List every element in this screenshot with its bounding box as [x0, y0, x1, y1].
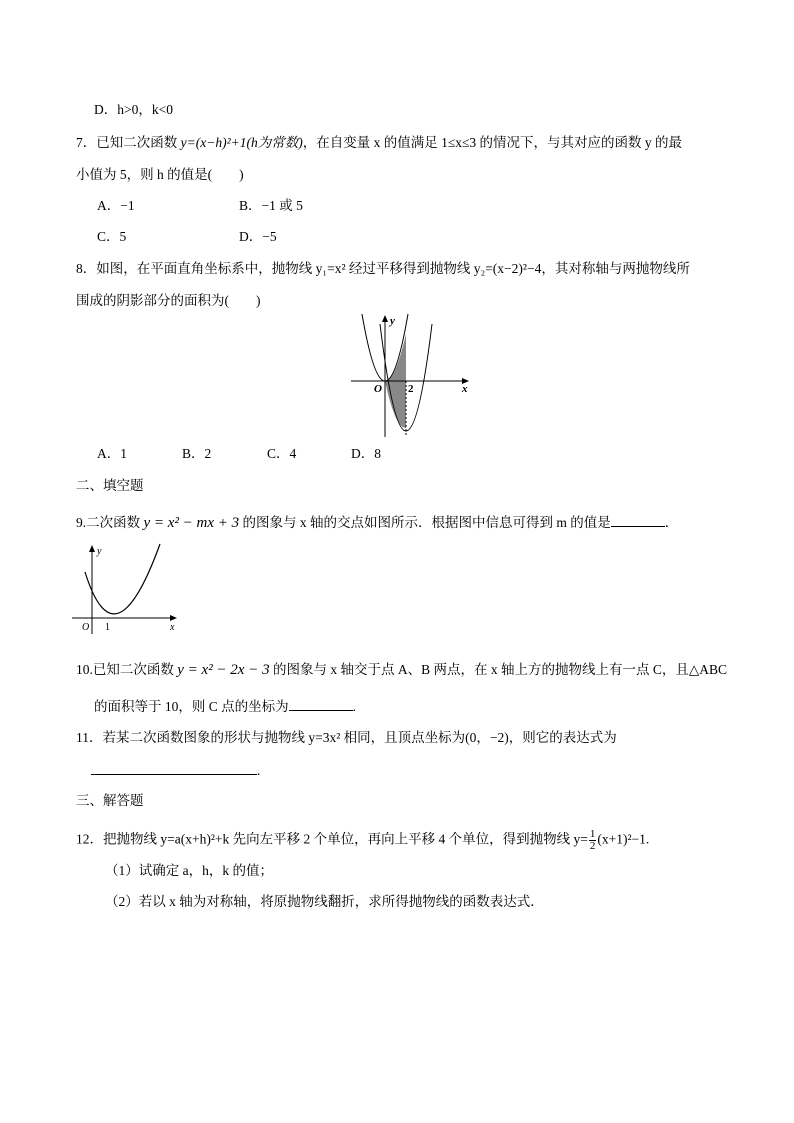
q11-answer-blank[interactable] [91, 760, 257, 775]
q8-line-1: 8．如图，在平面直角坐标系中，抛物线 y₁=x² 经过平移得到抛物线 y₂=(x−2)²−4，其对称轴与两抛物线所 [76, 261, 690, 276]
q11-text-end: . [257, 763, 261, 778]
q11-line-2 [91, 760, 260, 780]
q7-option-a: A．−1 [97, 198, 135, 213]
q9-origin-label: O [82, 622, 90, 633]
q8-line-2: 围成的阴影部分的面积为( ) [76, 293, 261, 308]
q7-line-1 [76, 134, 682, 152]
q12-text-a: 12．把抛物线 y=a(x+h)²+k 先向左平移 2 个单位，再向上平移 4 个单位，得到抛物线 y= [76, 831, 588, 847]
q8-option-b: B．2 [182, 446, 212, 461]
q12-frac-num: 1 [589, 828, 596, 840]
q9-formula: y = x² − mx + 3 [143, 515, 240, 531]
q12-sub-1: （1）试确定 a，h，k 的值； [105, 863, 273, 878]
q9-y-label: y [97, 546, 102, 557]
q9-x-arrow [170, 615, 177, 621]
q7-option-d: D．−5 [239, 229, 277, 244]
q9-tick-label: 1 [105, 622, 110, 633]
q8-option-a: A．1 [97, 446, 127, 461]
q9-y-arrow [89, 545, 95, 552]
q10-formula: y = x² − 2x − 3 [177, 662, 270, 678]
q10-text-b: 的图象与 x 轴交于点 A、B 两点，在 x 轴上方的抛物线上有一点 C，且△ABC [269, 662, 727, 677]
q9-figure [70, 542, 182, 636]
q10-line-2 [94, 696, 356, 716]
q8-option-c: C．4 [267, 446, 297, 461]
q9-text-b: 的图象与 x 轴的交点如图所示．根据图中信息可得到 m 的值是 [239, 515, 611, 530]
q8-option-d: D．8 [351, 446, 381, 461]
q12-frac-den: 2 [589, 840, 596, 852]
q7-option-b: B．−1 或 5 [239, 198, 303, 213]
q9-line [76, 512, 678, 532]
q12-line-1 [76, 829, 649, 852]
q8-y-label: y [390, 315, 395, 327]
q7-text-b: ，在自变量 x 的值满足 1≤x≤3 的情况下，与其对应的函数 y 的最 [302, 135, 683, 150]
q10-text-line2: 的面积等于 10，则 C 点的坐标为 [94, 699, 289, 714]
q8-x-label: x [462, 383, 468, 395]
q8-figure [345, 312, 475, 442]
q9-x-label: x [170, 622, 175, 633]
q7-option-c: C．5 [97, 229, 127, 244]
q8-y-arrow [382, 315, 388, 322]
q12-fraction [589, 829, 597, 852]
q10-answer-blank[interactable] [289, 696, 353, 711]
q9-answer-blank[interactable] [611, 512, 665, 527]
q9-text-a: 9.二次函数 [76, 515, 144, 530]
q7-line-2: 小值为 5，则 h 的值是( ) [76, 167, 244, 182]
q10-text-end: . [352, 699, 357, 714]
q6-option-d: D．h>0，k<0 [94, 102, 173, 117]
q7-formula: y=(x−h)²+1(h为常数) [180, 135, 303, 150]
q10-text-a: 10.已知二次函数 [76, 662, 178, 677]
section-fill-in-title: 二、填空题 [76, 478, 144, 493]
q10-line-1 [76, 661, 727, 679]
q12-sub-2: （2）若以 x 轴为对称轴，将原抛物线翻折，求所得抛物线的函数表达式． [105, 894, 544, 909]
q8-origin-label: O [374, 383, 382, 395]
q11-line-1: 11．若某二次函数图象的形状与抛物线 y=3x² 相同，且顶点坐标为(0，−2)，则它的表达式为 [76, 730, 617, 745]
q7-text-a: 7．已知二次函数 [76, 135, 181, 150]
q12-text-b: (x+1)²−1. [597, 831, 650, 847]
q8-tick-label: 2 [408, 383, 414, 395]
section-answer-title: 三、解答题 [76, 793, 144, 808]
q9-text-end: ． [664, 515, 679, 530]
